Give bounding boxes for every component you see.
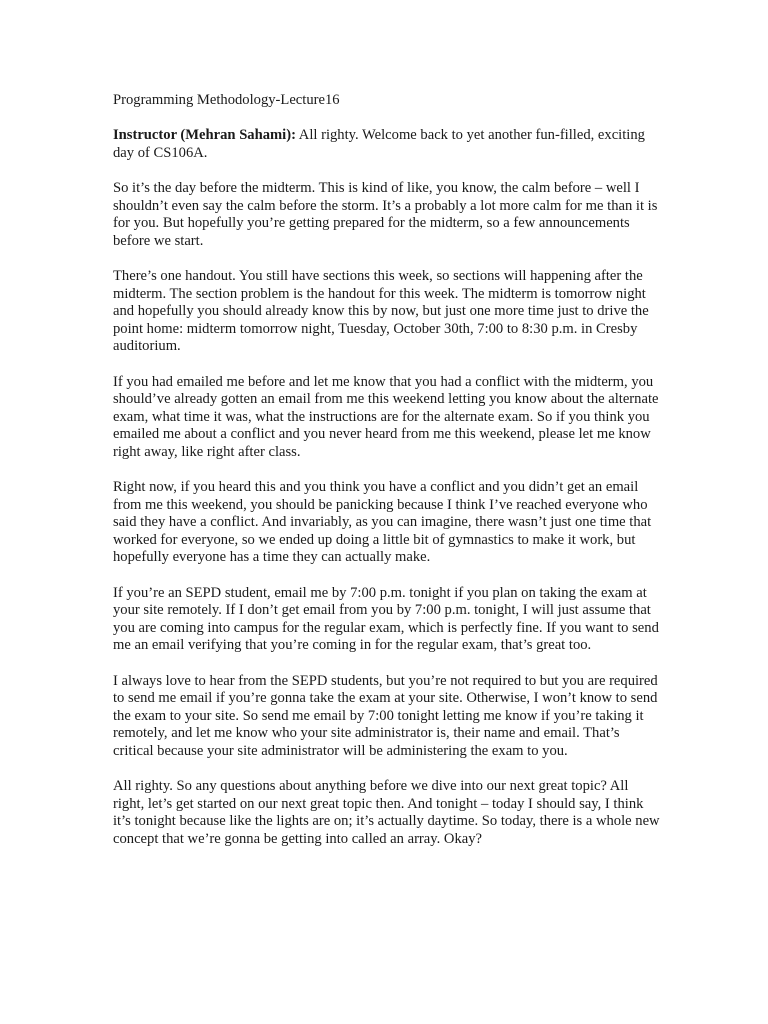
- paragraph-5: If you’re an SEPD student, email me by 7:00 p.m. tonight if you plan on taking the exam at your site remotely. If I don’t get email from you by 7:00 p.m. tonight, I will just assume that you are coming into campus for the regular exam, which is perfectly fine. If you want to send me an email verifying that you’re coming in for the regular exam, that’s great too.: [113, 584, 659, 654]
- paragraph-7: All righty. So any questions about anything before we dive into our next great topic? All right, let’s get started on our next great topic then. And tonight – today I should say, I think it’s tonight because like the lights are on; it’s actually daytime. So today, there is a whole new concept that we’re gonna be getting into called an array. Okay?: [113, 778, 660, 847]
- paragraph-1: So it’s the day before the midterm. This is kind of like, you know, the calm before – well I shouldn’t even say the calm before the storm. It’s a probably a lot more calm for me than it is for you. But hopefully you’re getting prepared for the midterm, so a few announcements before we start.: [113, 179, 658, 249]
- document-title: Programming Methodology-Lecture16: [113, 92, 340, 108]
- speaker-label: Instructor (Mehran Sahami):: [113, 127, 296, 144]
- paragraph-4: Right now, if you heard this and you think you have a conflict and you didn’t get an email from me this weekend, you should be panicking because I think I’ve reached everyone who said they have a conflict. And invariably, as you can imagine, there wasn’t just one time that worked for everyone, so we ended up doing a little bit of gymnastics to make it work, but hopefully everyone has a time they can actually make.: [113, 479, 652, 566]
- paragraph-6: I always love to hear from the SEPD students, but you’re not required to but you are required to send me email if you’re gonna take the exam at your site. Otherwise, I won’t know to send the exam to your site. So send me email by 7:00 tonight letting me know if you’re taking it remotely, and let me know who your site administrator is, their name and email. That’s critical because your site administrator will be administering the exam to you.: [113, 672, 658, 759]
- document-page: [113, 92, 661, 866]
- intro-paragraph: [113, 127, 661, 162]
- intro-text: All righty. Welcome back to yet another fun-filled, exciting day of CS106A.: [113, 127, 645, 161]
- paragraph-3: If you had emailed me before and let me know that you had a conflict with the midterm, you should’ve already gotten an email from me this weekend letting you know about the alternate exam, what time it was, what the instructions are for the alternate exam. So if you think you emailed me about a conflict and you never heard from me this weekend, please let me know right away, like right after class.: [113, 373, 659, 460]
- paragraph-2: There’s one handout. You still have sections this week, so sections will happening after the midterm. The section problem is the handout for this week. The midterm is tomorrow night and hopefully you should already know this by now, but just one more time just to drive the point home: midterm tomorrow night, Tuesday, October 30th, 7:00 to 8:30 p.m. in Cresby auditorium.: [113, 267, 649, 355]
